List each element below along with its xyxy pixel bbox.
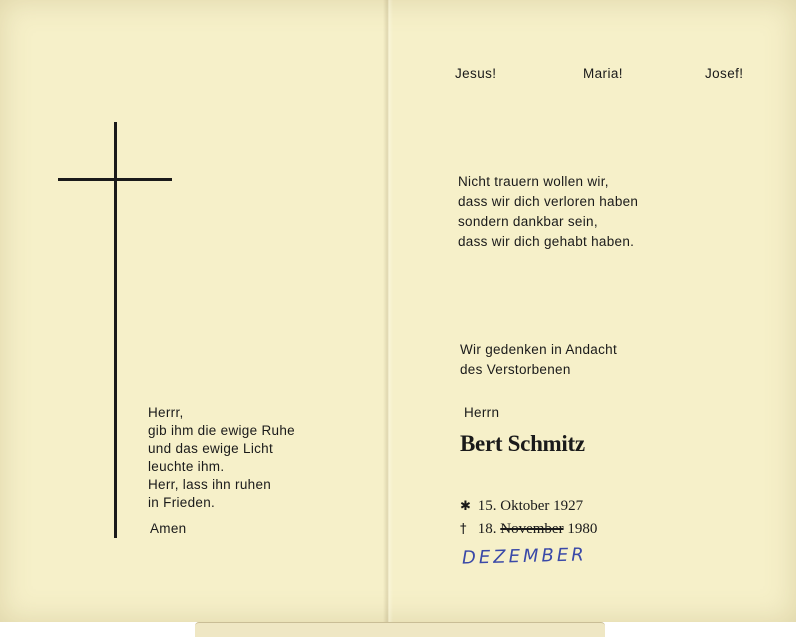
card-fold xyxy=(383,0,393,622)
birth-day: 15. xyxy=(477,498,497,514)
prayer-line: Herrr, xyxy=(148,405,184,420)
verse-line: dass wir dich verloren haben xyxy=(458,194,639,209)
card-beneath-edge xyxy=(195,622,605,637)
prayer-line: Herr, lass ihn ruhen xyxy=(148,477,272,492)
birth-month: Oktober xyxy=(500,498,550,514)
verse-line: dass wir dich gehabt haben. xyxy=(458,234,635,249)
invocation-jesus: Jesus! xyxy=(455,66,497,81)
invocation-josef: Josef! xyxy=(705,66,744,81)
death-cross-icon: † xyxy=(460,522,467,537)
deceased-name: Bert Schmitz xyxy=(460,431,585,456)
cross-horizontal-bar xyxy=(58,178,172,181)
death-month-struck: November xyxy=(500,521,564,537)
birth-star-icon: ✱ xyxy=(460,499,471,514)
invocation-maria: Maria! xyxy=(583,66,623,81)
verse-line: sondern dankbar sein, xyxy=(458,214,598,229)
memorial-verse xyxy=(458,172,638,252)
remembrance-text xyxy=(460,340,617,380)
handwritten-correction: DEZEMBER xyxy=(461,544,587,569)
remembrance-line: Wir gedenken in Andacht xyxy=(460,342,617,357)
prayer-line: gib ihm die ewige Ruhe xyxy=(148,423,295,438)
birth-date xyxy=(460,498,583,515)
death-date xyxy=(460,521,597,538)
prayer-line: und das ewige Licht xyxy=(148,441,274,456)
prayer-line: in Frieden. xyxy=(148,495,216,510)
prayer-text xyxy=(148,404,295,512)
death-year: 1980 xyxy=(567,521,598,537)
salutation: Herrn xyxy=(464,405,500,420)
amen-text: Amen xyxy=(150,521,187,536)
cross-vertical-bar xyxy=(114,122,117,538)
birth-year: 1927 xyxy=(553,498,584,514)
remembrance-line: des Verstorbenen xyxy=(460,362,571,377)
death-day: 18. xyxy=(477,521,497,537)
verse-line: Nicht trauern wollen wir, xyxy=(458,174,609,189)
prayer-line: leuchte ihm. xyxy=(148,459,225,474)
